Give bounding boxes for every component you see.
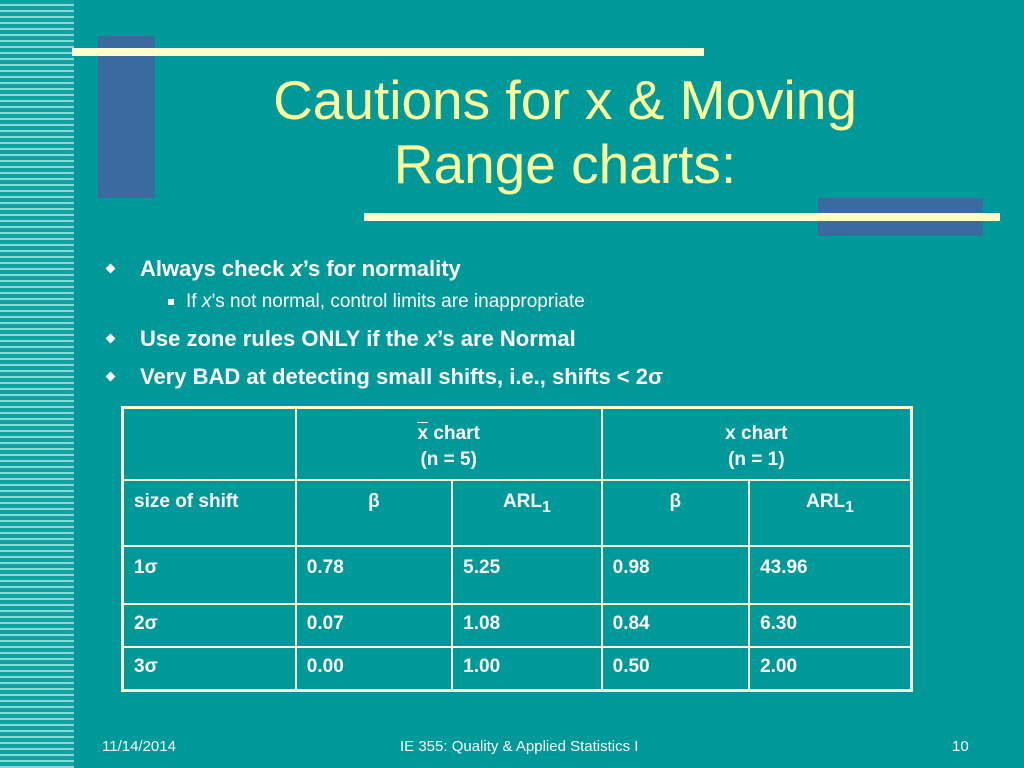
footer-date: 11/14/2014 — [102, 738, 176, 755]
arl-subscript: 1 — [542, 498, 551, 516]
top-rule — [72, 48, 704, 56]
arl-label: ARL — [502, 491, 543, 512]
table-cell: 1σ — [123, 546, 296, 604]
x-chart-label: x chart — [725, 423, 788, 444]
table-cell: 1.08 — [452, 604, 601, 647]
arl-header-x — [749, 480, 911, 546]
bullet-3-text: Very BAD at detecting small shifts, i.e., shifts < 2σ — [140, 364, 664, 389]
table-row — [123, 647, 912, 691]
x-sample-size: (n = 1) — [728, 449, 785, 470]
footer-page-number: 10 — [952, 738, 969, 755]
beta-header-x: β — [602, 480, 749, 546]
xbar-symbol: $\overline{x}$ — [417, 423, 429, 444]
bullet-3 — [140, 364, 663, 390]
footer-course: IE 355: Quality & Applied Statistics I — [400, 738, 639, 755]
accent-block-top — [98, 36, 155, 198]
table-cell: 0.50 — [602, 647, 749, 691]
bullet-2 — [140, 326, 576, 352]
diamond-bullet-icon — [106, 334, 116, 344]
header-xbar-chart — [296, 408, 602, 481]
bullet-2-text-end: ’s are Normal — [437, 326, 576, 351]
shift-detection-table — [121, 406, 913, 692]
table-cell: 43.96 — [749, 546, 911, 604]
table-cell: 3σ — [123, 647, 296, 691]
sub-bullet-1 — [186, 291, 585, 313]
xbar-chart-label: chart — [428, 423, 480, 444]
table-cell: 0.98 — [602, 546, 749, 604]
table-subheader-row — [123, 480, 912, 546]
header-empty-cell — [123, 408, 296, 481]
table-cell: 6.30 — [749, 604, 911, 647]
table-row — [123, 604, 912, 647]
table-cell: 0.84 — [602, 604, 749, 647]
table-cell: 0.07 — [296, 604, 452, 647]
arl-label: ARL — [806, 491, 846, 512]
arl-subscript: 1 — [845, 498, 854, 516]
table-cell: 2σ — [123, 604, 296, 647]
sub-bullet-1-italic: x — [201, 291, 212, 312]
bullet-1 — [140, 256, 461, 282]
striped-margin — [0, 0, 74, 768]
table-cell: 0.00 — [296, 647, 452, 691]
table-header-row — [123, 408, 912, 481]
title-line-1: Cautions for x & Moving — [273, 69, 857, 131]
arl-header-xbar — [452, 480, 601, 546]
sub-bullet-1-text: If — [186, 291, 202, 312]
sub-bullet-1-text-end: ’s not normal, control limits are inappropriate — [211, 291, 585, 312]
table-cell: 1.00 — [452, 647, 601, 691]
header-x-chart — [602, 408, 912, 481]
size-of-shift-header: size of shift — [123, 480, 296, 546]
slide-title — [150, 68, 980, 196]
bullet-1-italic: x — [290, 256, 303, 281]
bullet-2-text: Use zone rules ONLY if the — [140, 326, 425, 351]
title-line-2: Range charts: — [393, 133, 737, 195]
table-cell: 0.78 — [296, 546, 452, 604]
table-cell: 2.00 — [749, 647, 911, 691]
xbar-sample-size: (n = 5) — [420, 449, 477, 470]
bullet-2-italic: x — [424, 326, 438, 351]
diamond-bullet-icon — [106, 372, 116, 382]
beta-header-xbar: β — [296, 480, 452, 546]
diamond-bullet-icon — [106, 264, 116, 274]
bullet-1-text-end: ’s for normality — [302, 256, 461, 281]
bullet-1-text: Always check — [140, 256, 291, 281]
bottom-rule — [364, 213, 1000, 221]
table-cell: 5.25 — [452, 546, 601, 604]
table-row — [123, 546, 912, 604]
square-bullet-icon — [168, 299, 174, 305]
